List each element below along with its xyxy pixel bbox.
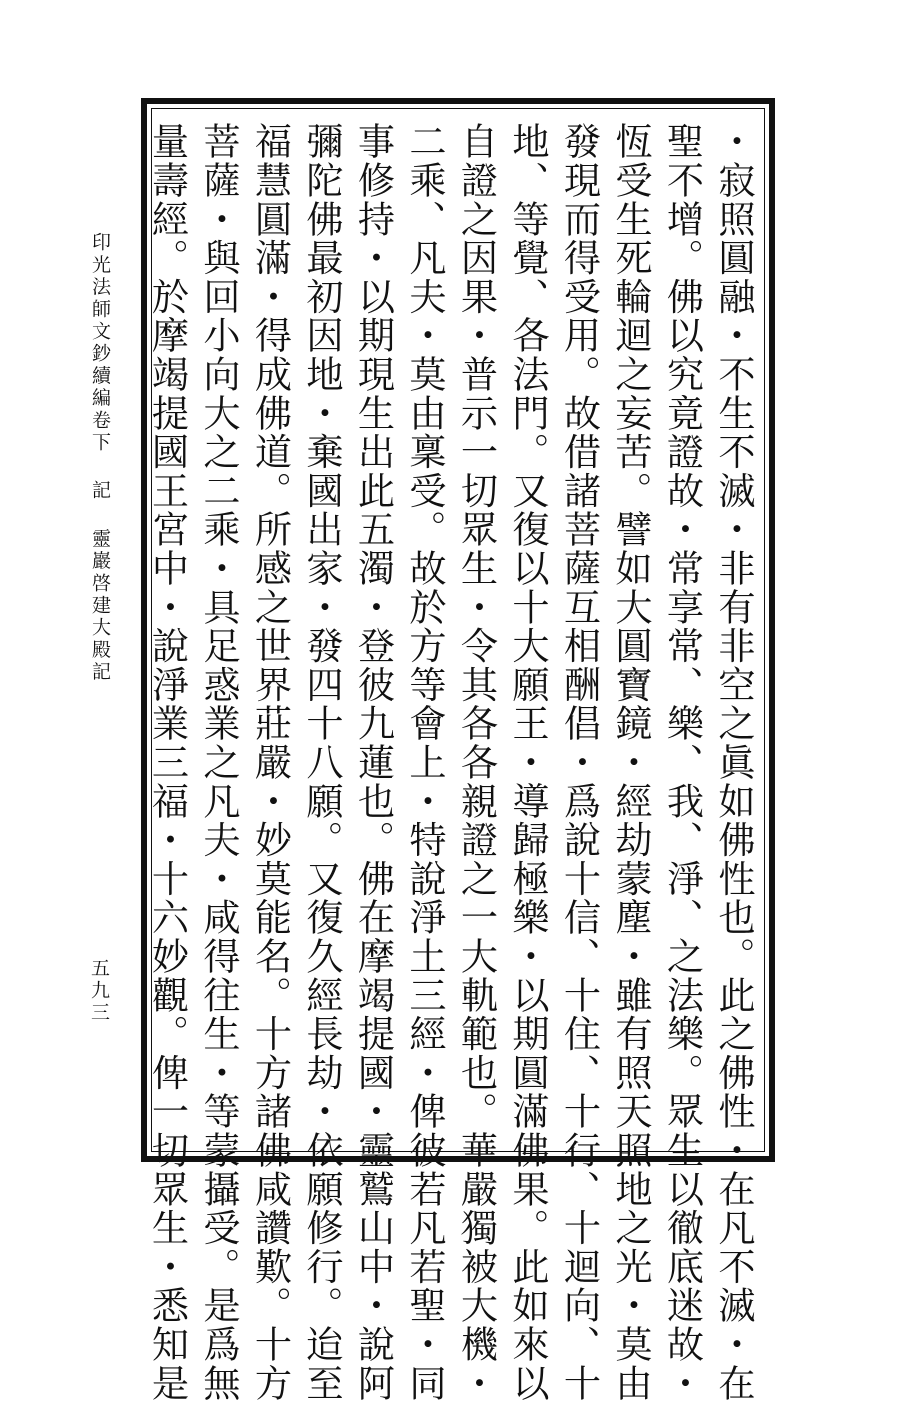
chapter-title: 靈巖啓建大殿記 bbox=[89, 528, 111, 684]
text-column-3: 恆受生死輪迴之妄苦。譬如大圓寶鏡・經劫蒙塵・雖有照天照地之光・莫由 bbox=[609, 122, 653, 1402]
text-column-5: 地、等覺、各法門。又復以十大願王・導歸極樂・以期圓滿佛果。此如來以 bbox=[506, 122, 550, 1402]
body-text bbox=[145, 122, 759, 1402]
running-header bbox=[88, 232, 112, 684]
page-number: 五九三 bbox=[88, 958, 110, 1024]
text-column-11: 菩薩・與回小向大之二乘・具足惑業之凡夫・咸得往生・等蒙攝受。是爲無 bbox=[197, 122, 241, 1402]
text-column-4: 發現而得受用。故借諸菩薩互相酬倡・爲說十信、十住、十行、十迴向、十 bbox=[557, 122, 602, 1402]
text-column-12: 量壽經。於摩竭提國王宮中・說淨業三福・十六妙觀。俾一切眾生・悉知是 bbox=[145, 122, 190, 1402]
text-column-1: ・寂照圓融・不生不滅・非有非空之眞如佛性也。此之佛性・在凡不滅・在 bbox=[712, 122, 756, 1402]
text-column-10: 福慧圓滿・得成佛道。所感之世界莊嚴・妙莫能名。十方諸佛咸讚歎。十方 bbox=[248, 122, 293, 1402]
text-column-9: 彌陀佛最初因地・棄國出家・發四十八願。又復久經長劫・依願修行。迨至 bbox=[300, 122, 344, 1402]
text-column-2: 聖不增。佛以究竟證故・常享常、樂、我、淨、之法樂。眾生以徹底迷故・ bbox=[660, 122, 705, 1402]
text-column-6: 自證之因果・普示一切眾生・令其各各親證之一大軌範也。華嚴獨被大機・ bbox=[454, 122, 499, 1402]
text-column-7: 二乘、凡夫・莫由稟受。故於方等會上・特說淨土三經・俾彼若凡若聖・同 bbox=[403, 122, 447, 1402]
section-label: 記 bbox=[89, 480, 111, 503]
text-column-8: 事修持・以期現生出此五濁・登彼九蓮也。佛在摩竭提國・靈鷲山中・說阿 bbox=[351, 122, 396, 1402]
book-title: 印光法師文鈔續編卷下 bbox=[89, 232, 111, 454]
